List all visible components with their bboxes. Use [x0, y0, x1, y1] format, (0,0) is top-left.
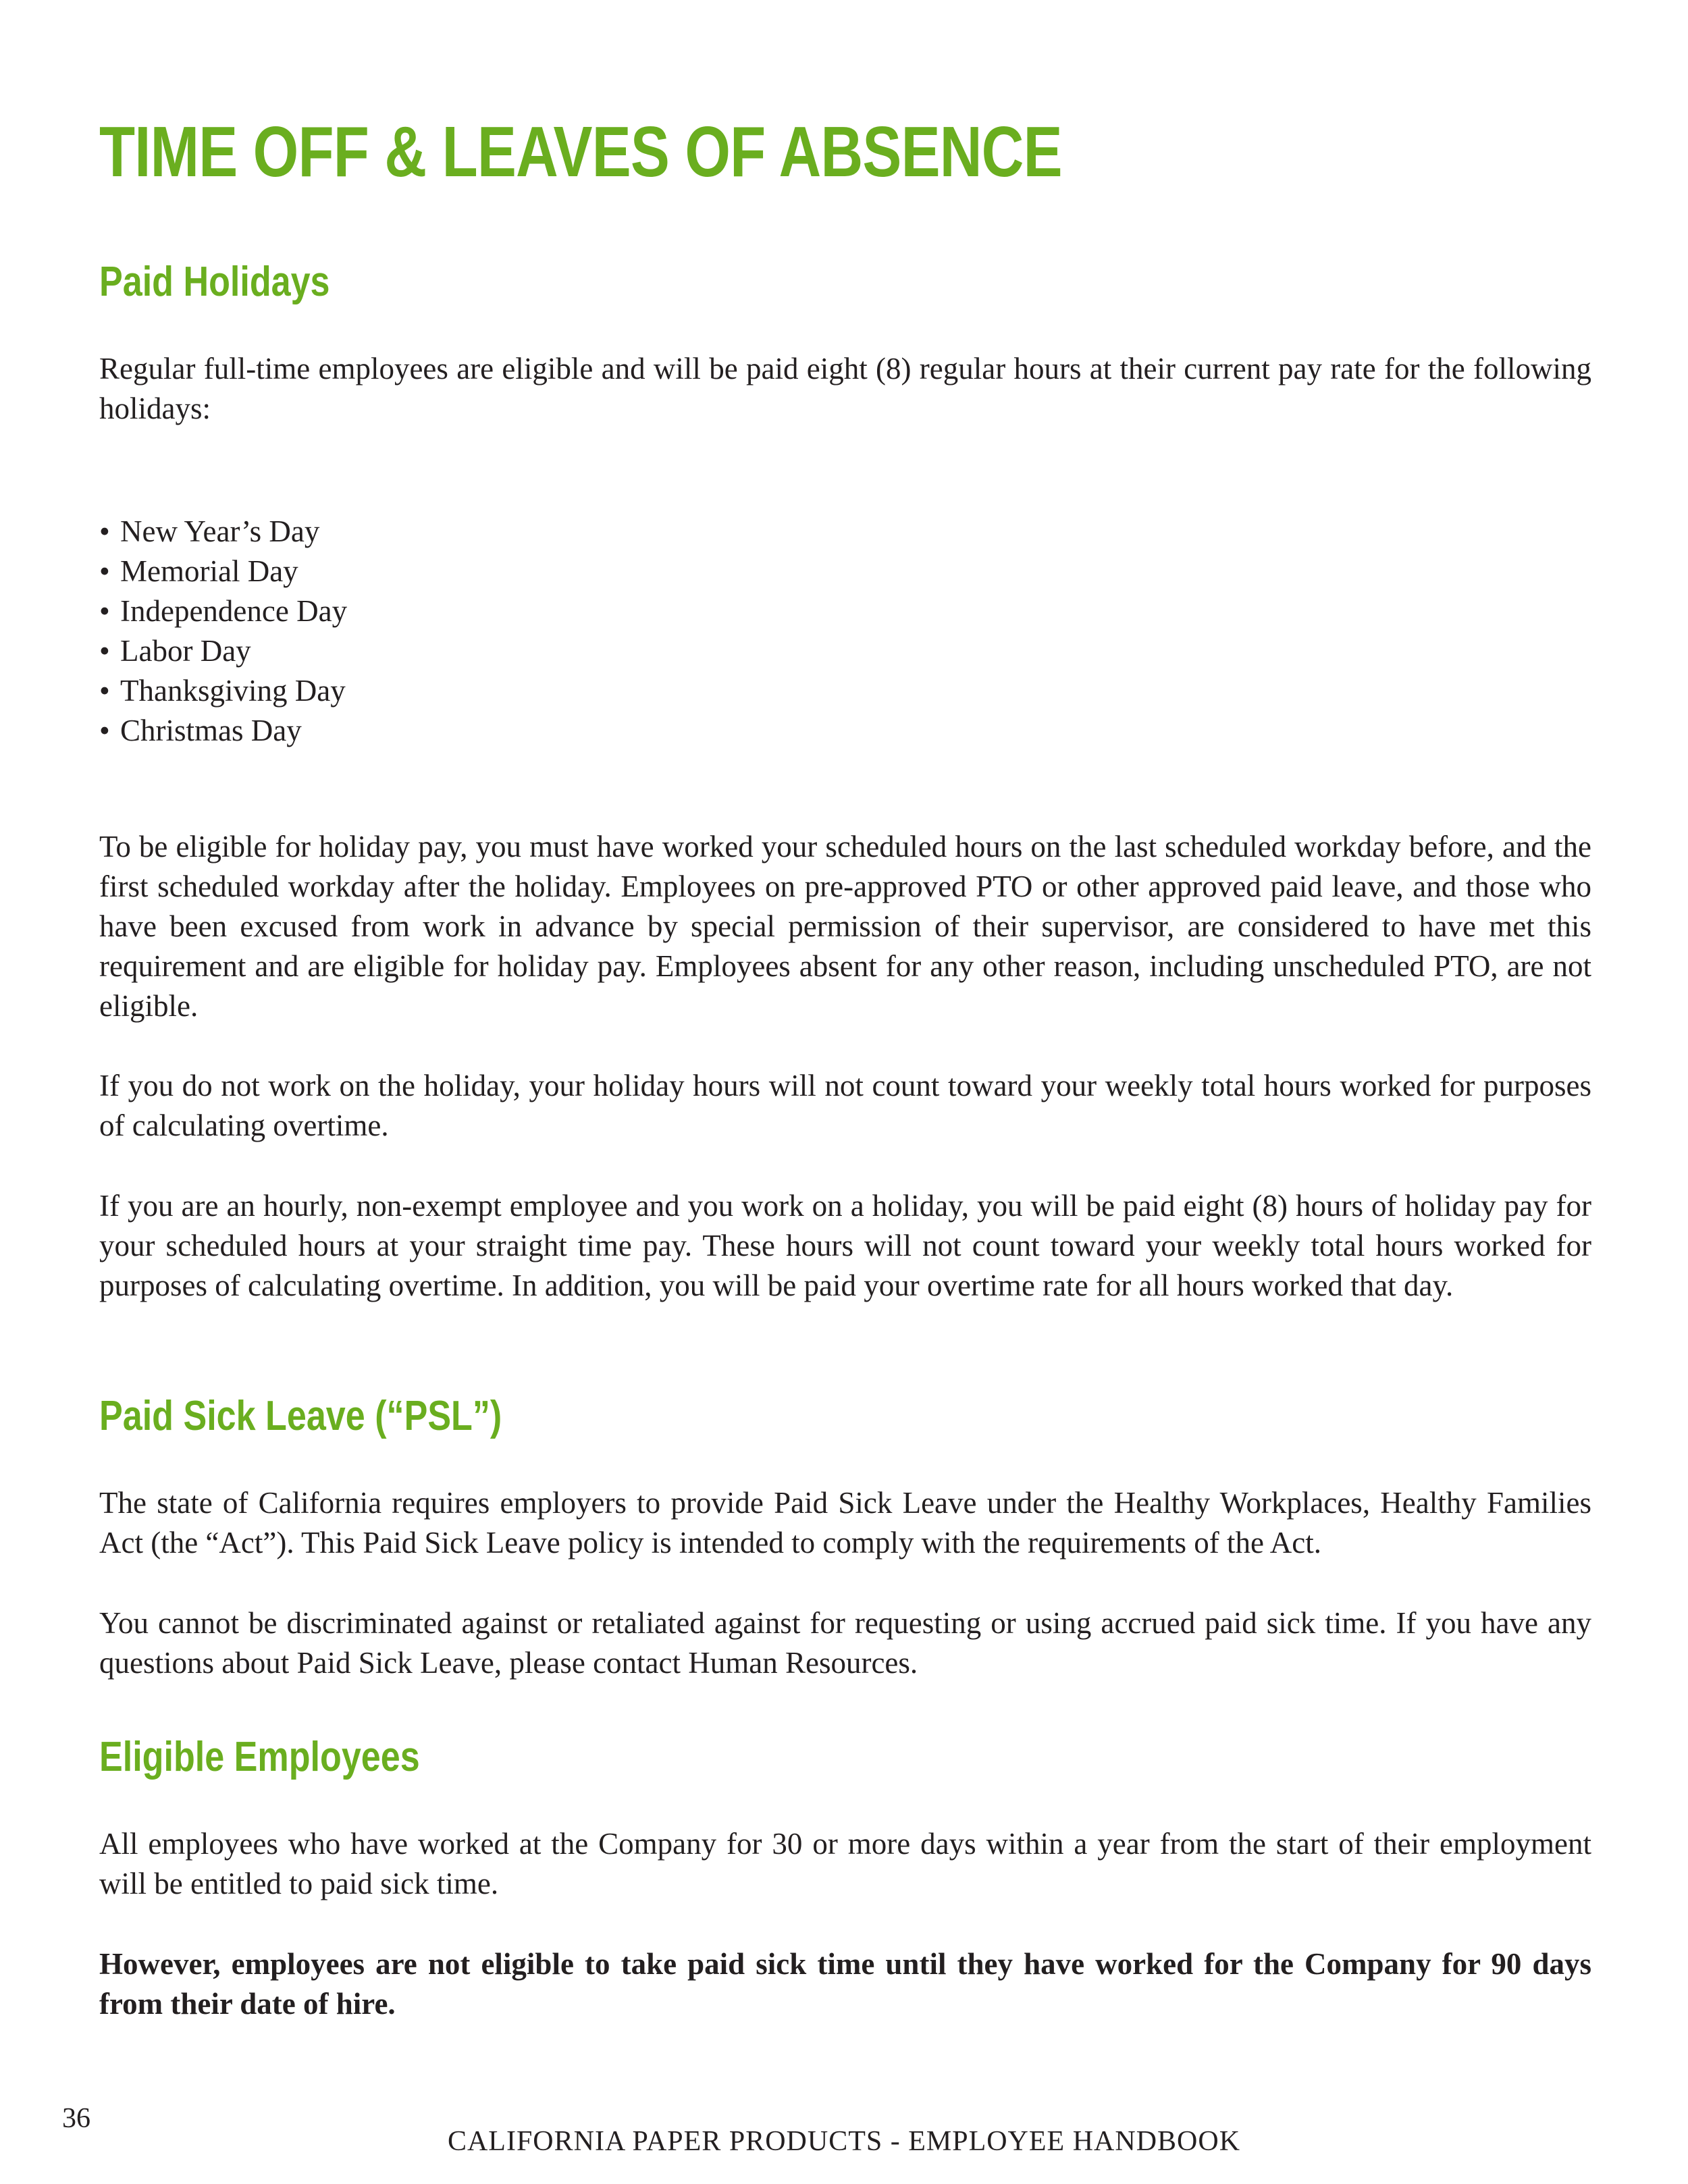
eligibility-notice-paragraph: However, employees are not eligible to take paid sick time until they have worked for the Company for 90 days from their date of hire.	[99, 1947, 1591, 2021]
list-item	[99, 512, 347, 552]
holiday-label: Labor Day	[120, 634, 251, 668]
holiday-label: Christmas Day	[120, 714, 302, 747]
holiday-label: Independence Day	[120, 594, 348, 628]
bullet-icon: •	[99, 674, 110, 708]
paid-holidays-intro: Regular full-time employees are eligible and will be paid eight (8) regular hours at their current pay rate for the following holidays:	[99, 352, 1591, 425]
holiday-overtime-paragraph: If you do not work on the holiday, your holiday hours will not count toward your weekly total hours worked for purposes of calculating overtime.	[99, 1069, 1591, 1142]
psl-retaliation-paragraph: You cannot be discriminated against or retaliated against for requesting or using accrued paid sick time. If you have any questions about Paid Sick Leave, please contact Human Resources.	[99, 1606, 1591, 1680]
holiday-label: Thanksgiving Day	[120, 674, 346, 708]
bullet-icon: •	[99, 594, 110, 628]
list-item	[99, 631, 347, 671]
holiday-eligibility-paragraph: To be eligible for holiday pay, you must have worked your scheduled hours on the last scheduled workday before, and the first scheduled workday after the holiday. Employees on pre-approved PTO or other approved paid leave, and those who have been excused from work in advance by special permission of their supervisor, are considered to have met this requirement and are eligible for holiday pay. Employees absent for any other reason, including unscheduled PTO, are not eligible.	[99, 830, 1591, 1023]
bullet-icon: •	[99, 554, 110, 588]
page-title: TIME OFF & LEAVES OF ABSENCE	[99, 112, 1062, 192]
holiday-label: Memorial Day	[120, 554, 298, 588]
list-item	[99, 591, 347, 631]
page-number: 36	[62, 2103, 90, 2134]
psl-intro-paragraph: The state of California requires employers to provide Paid Sick Leave under the Healthy Workplaces, Healthy Families Act (the “Act”). This Paid Sick Leave policy is intended to comply with the requirements of the Act.	[99, 1486, 1591, 1560]
heading-eligible-employees: Eligible Employees	[99, 1734, 420, 1780]
eligibility-paragraph: All employees who have worked at the Company for 30 or more days within a year from the start of their employment will be entitled to paid sick time.	[99, 1827, 1591, 1900]
holiday-list	[99, 512, 347, 751]
holiday-label: New Year’s Day	[120, 514, 320, 548]
list-item	[99, 671, 347, 711]
bullet-icon: •	[99, 714, 110, 747]
list-item	[99, 552, 347, 591]
heading-paid-holidays: Paid Holidays	[99, 259, 330, 305]
list-item	[99, 711, 347, 751]
bullet-icon: •	[99, 634, 110, 668]
bullet-icon: •	[99, 514, 110, 548]
heading-paid-sick-leave: Paid Sick Leave (“PSL”)	[99, 1393, 502, 1439]
holiday-nonexempt-paragraph: If you are an hourly, non-exempt employee and you work on a holiday, you will be paid eight (8) hours of holiday pay for your scheduled hours at your straight time pay. These hours will not count toward your weekly total hours worked for purposes of calculating overtime. In addition, you will be paid your overtime rate for all hours worked that day.	[99, 1189, 1591, 1302]
page-footer: CALIFORNIA PAPER PRODUCTS - EMPLOYEE HANDBOOK	[447, 2126, 1241, 2157]
